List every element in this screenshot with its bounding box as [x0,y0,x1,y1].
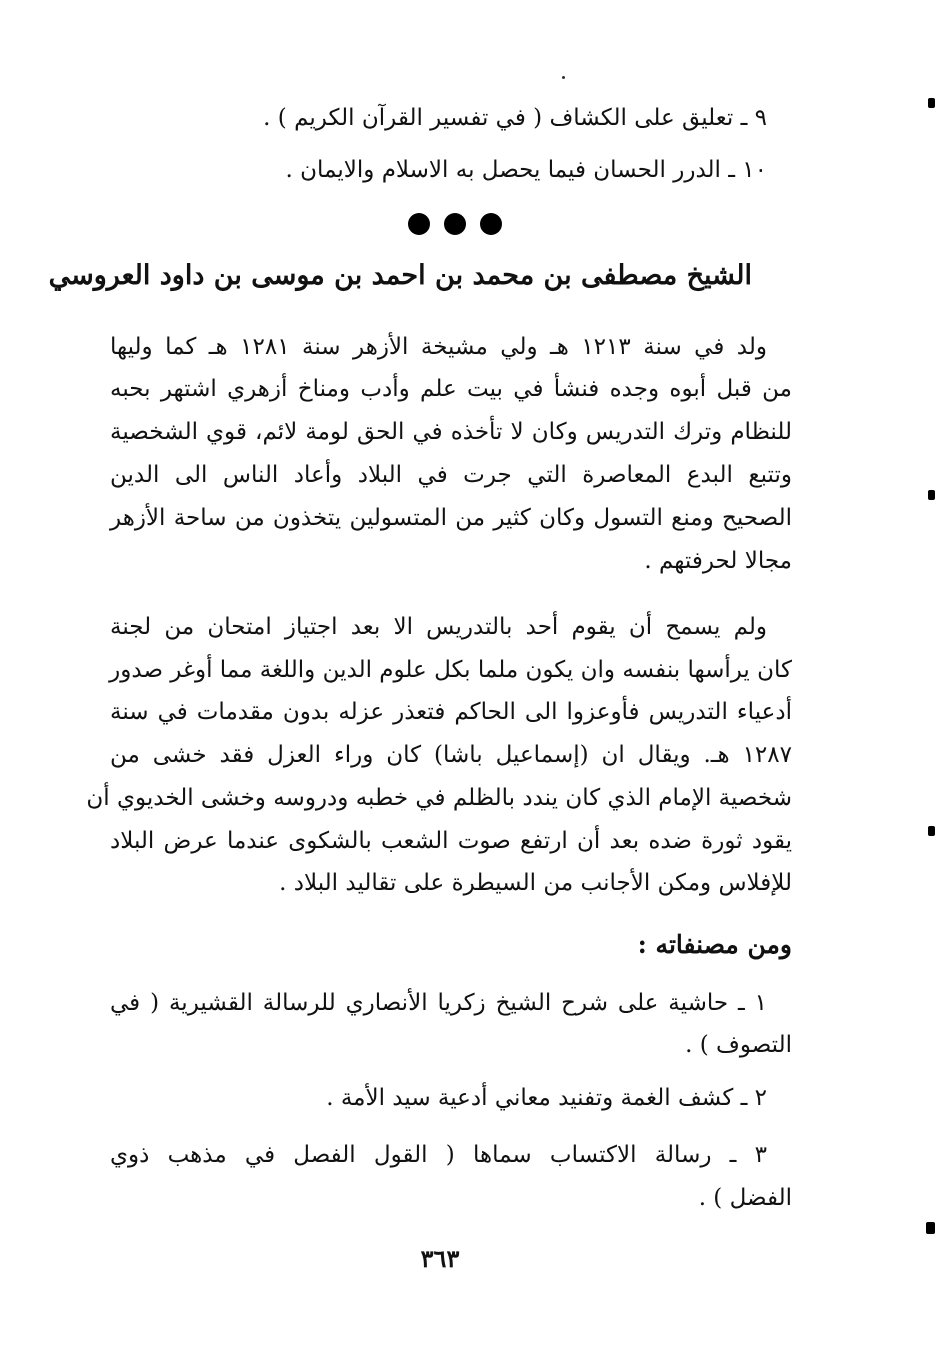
paragraph-1-line: للنظام وترك التدريس وكان لا تأخذه في الحق لومة لائم، قوي الشخصية [110,419,792,445]
scan-edge-mark [928,98,935,108]
section-separator-dots [408,213,502,237]
works-item-3-line: الفضل ) . [698,1185,792,1211]
section-title: الشيخ مصطفى بن محمد بن احمد بن موسى بن داود العروسي [48,260,752,291]
paragraph-2-line: شخصية الإمام الذي كان يندد بالظلم في خطبه ودروسه وخشى الخديوي أن [86,785,792,811]
paragraph-1-line: وتتبع البدع المعاصرة التي جرت في البلاد وأعاد الناس الى الدين [110,462,792,488]
works-item-1-line: ١ ـ حاشية على شرح الشيخ زكريا الأنصاري للرسالة القشيرية ( في [110,990,767,1016]
works-item-3-line: ٣ ـ رسالة الاكتساب سماها ( القول الفصل في مذهب ذوي [110,1142,767,1168]
paragraph-2-line: ١٢٨٧ هـ. ويقال ان (إسماعيل باشا) كان وراء العزل فقد خشى من [110,742,792,768]
paragraph-2-line: للإفلاس ومكن الأجانب من السيطرة على تقاليد البلاد . [279,870,792,896]
scan-edge-mark [926,1222,935,1234]
scan-edge-mark [928,826,935,836]
scan-speck [562,76,565,79]
paragraph-2-line: كان يرأسها بنفسه وان يكون ملما بكل علوم الدين واللغة مما أوغر صدور [109,657,792,683]
paragraph-2-line: ولم يسمح أن يقوم أحد بالتدريس الا بعد اجتياز امتحان من لجنة [110,614,767,640]
scan-edge-mark [928,490,935,500]
paragraph-1-line: الصحيح ومنع التسول وكان كثير من المتسولين يتخذون من ساحة الأزهر [110,505,792,531]
paragraph-2-line: يقود ثورة ضده بعد أن ارتفع صوت الشعب بالشكوى عندما عرض البلاد [110,828,792,854]
top-list-item-10: ١٠ ـ الدرر الحسان فيما يحصل به الاسلام والايمان . [285,157,767,183]
paragraph-1-line: مجالا لحرفتهم . [644,548,792,574]
separator-dot [480,213,502,235]
separator-dot [444,213,466,235]
top-list-item-9: ٩ ـ تعليق على الكشاف ( في تفسير القرآن الكريم ) . [263,105,767,131]
works-item-1-line: التصوف ) . [685,1032,792,1058]
works-heading: ومن مصنفاته : [637,930,792,959]
works-item-2-line: ٢ ـ كشف الغمة وتفنيد معاني أدعية سيد الأمة . [326,1085,767,1111]
paragraph-1-line: ولد في سنة ١٢١٣ هـ ولي مشيخة الأزهر سنة ١٢٨١ هـ كما وليها [110,334,767,360]
separator-dot [408,213,430,235]
paragraph-2-line: أدعياء التدريس فأوعزوا الى الحاكم فتعذر عزله بدون مقدمات في سنة [110,699,792,725]
paragraph-1-line: من قبل أبوه وجده فنشأ في بيت علم وأدب ومناخ أزهري اشتهر بحبه [110,376,792,402]
page-number: ٣٦٣ [420,1244,460,1273]
